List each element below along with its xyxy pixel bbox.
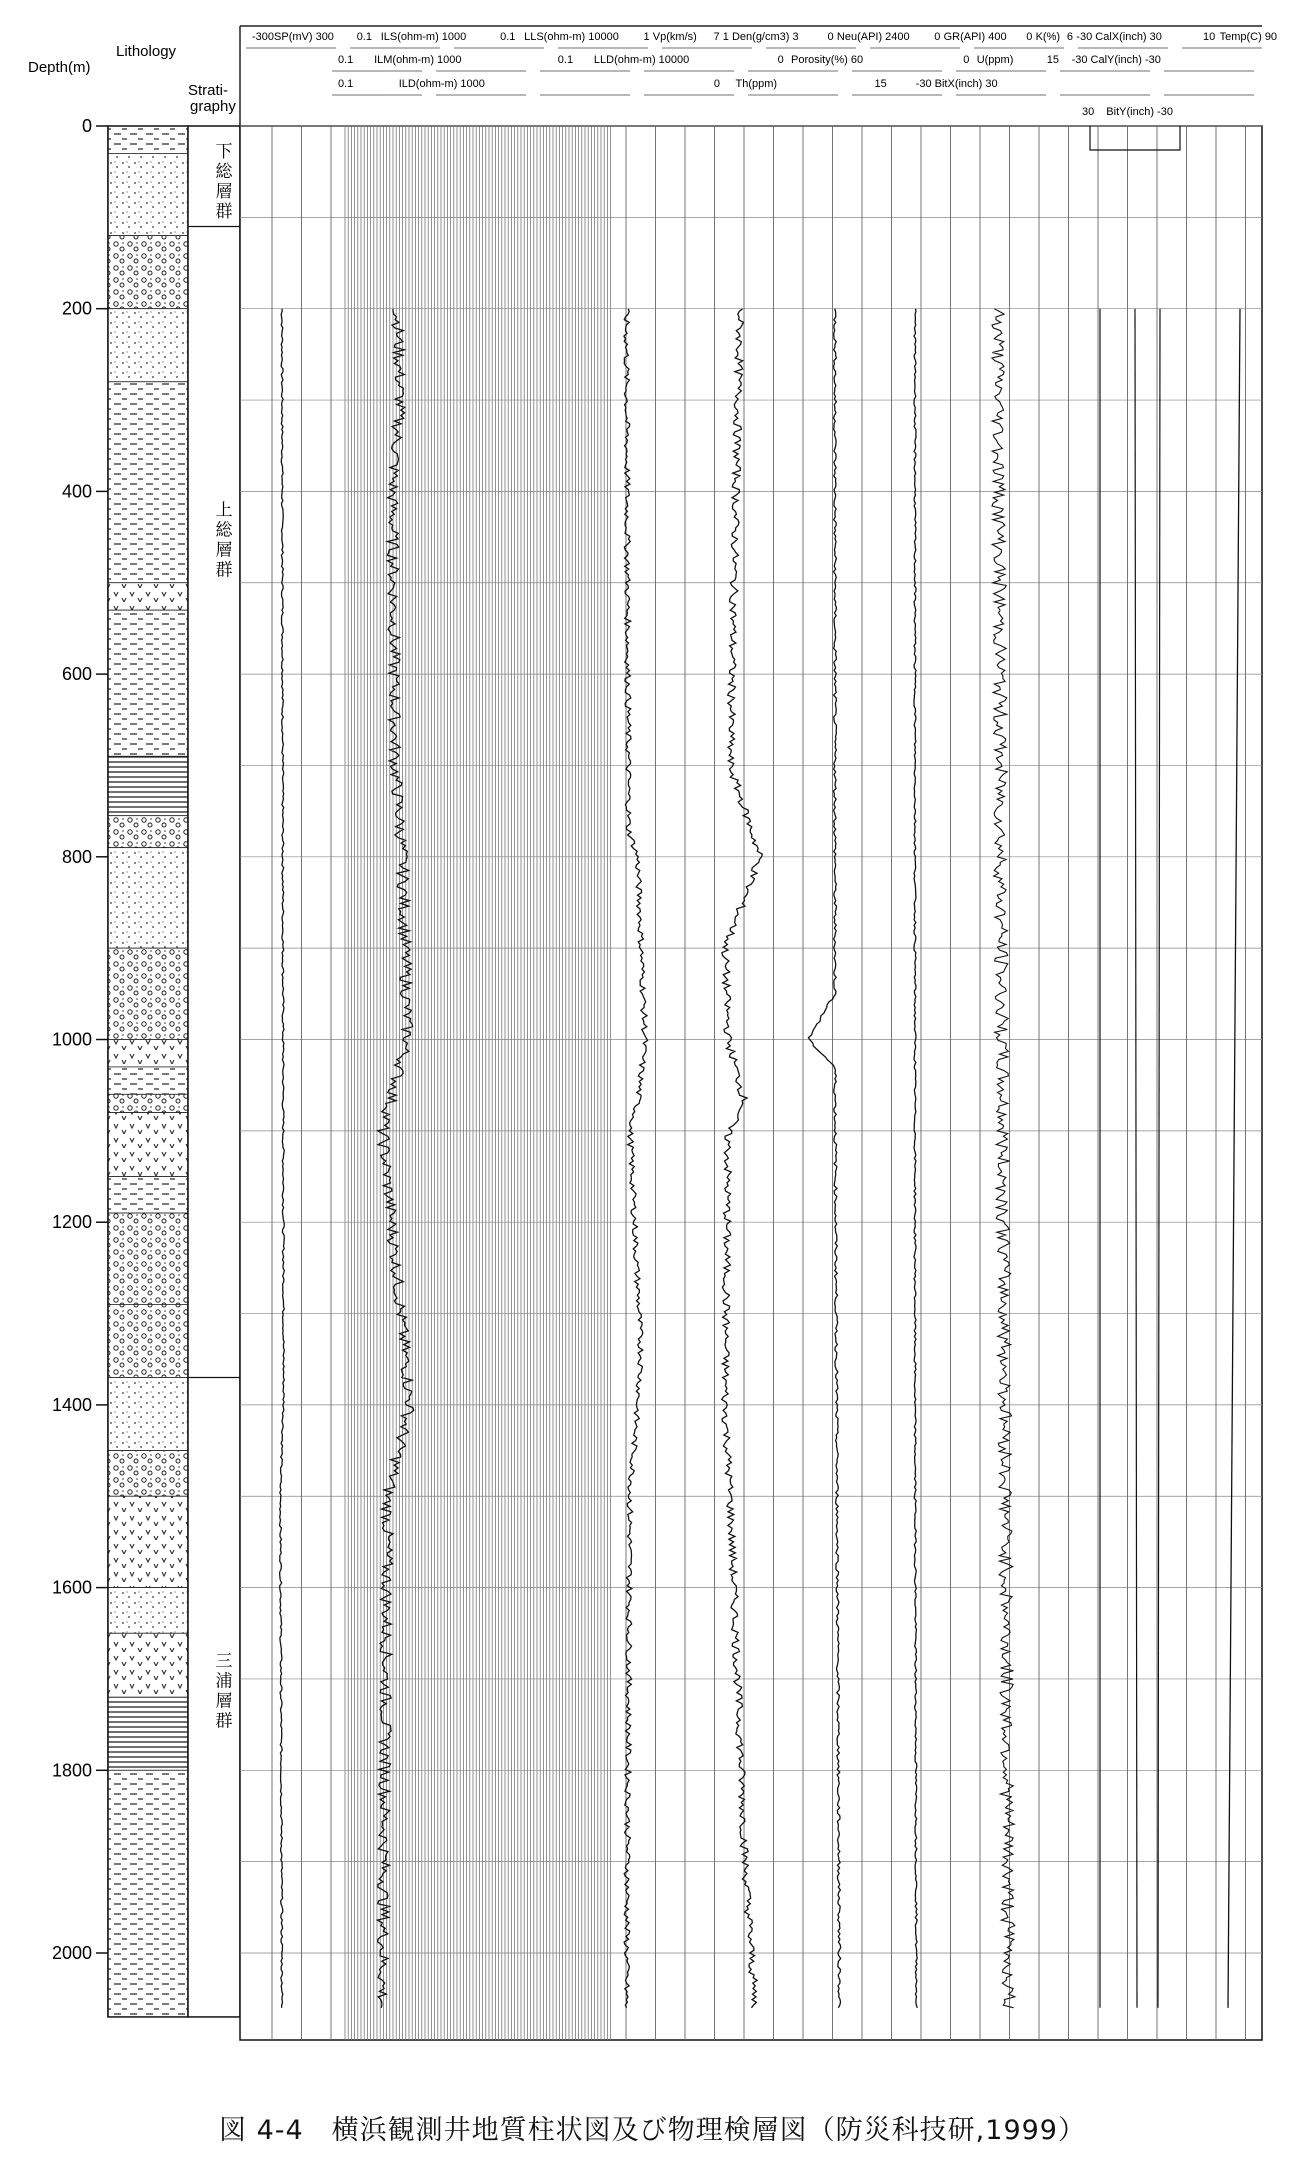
- lithology-interval-16: [108, 1213, 188, 1304]
- header-scale-3-1: BitY(inch) -30: [1106, 106, 1173, 118]
- depth-tick-label-200: 200: [61, 298, 92, 319]
- depth-tick-label-1400: 1400: [51, 1394, 92, 1415]
- figure-caption: 図 4-4 横浜観測井地質柱状図及び物理検層図（防災科技研,1999）: [219, 2115, 1086, 2146]
- lithology-interval-5: [108, 583, 188, 610]
- header-scale-0-8: 1 Den(g/cm3) 3: [722, 31, 799, 43]
- lithology-interval-20: [108, 1496, 188, 1587]
- header-scale-1-4: 0: [777, 54, 784, 66]
- lithology-interval-15: [108, 1177, 188, 1214]
- lithology-column: [108, 126, 188, 2017]
- lithology-interval-13: [108, 1094, 188, 1112]
- depth-axis-label: Depth(m): [28, 59, 91, 76]
- header-scale-1-6: 0: [963, 54, 970, 66]
- depth-tick-label-400: 400: [61, 481, 92, 502]
- header-scale-0-18: Temp(C) 90: [1219, 31, 1278, 43]
- header-scale-2-4: 15: [874, 78, 887, 90]
- lithology-interval-17: [108, 1304, 188, 1377]
- header-scale-1-9: -30 CalY(inch) -30: [1071, 54, 1161, 66]
- header-scale-2-2: 0: [713, 78, 721, 90]
- lithology-interval-22: [108, 1633, 188, 1697]
- header-scale-1-7: U(ppm): [976, 54, 1014, 66]
- stratigraphy-unit-0: 下総層群: [212, 142, 232, 222]
- stratigraphy-header-line1: Strati-: [188, 82, 229, 99]
- lithology-interval-2: [108, 236, 188, 309]
- header-scale-0-5: 1: [643, 31, 650, 43]
- depth-tick-label-2000: 2000: [51, 1943, 92, 1963]
- header-scale-1-3: LLD(ohm-m) 10000: [593, 54, 690, 66]
- header-scale-0-7: 7: [713, 31, 720, 43]
- depth-axis: [52, 116, 108, 2017]
- lithology-interval-18: [108, 1377, 188, 1450]
- header-scale-0-16: -30 CalX(inch) 30: [1076, 31, 1162, 43]
- stratigraphy-frame: [188, 126, 240, 2017]
- lithology-interval-24: [108, 1770, 188, 2017]
- header-scale-0-3: 0.1: [500, 31, 516, 43]
- lithology-interval-1: [108, 153, 188, 235]
- lithology-interval-8: [108, 816, 188, 848]
- header-scale-1-8: 15: [1046, 54, 1060, 66]
- depth-tick-label-600: 600: [61, 664, 92, 685]
- stratigraphy-column: [188, 126, 240, 2017]
- stratigraphy-header-line2: graphy: [190, 98, 236, 115]
- lithology-interval-14: [108, 1113, 188, 1177]
- lithology-interval-23: [108, 1697, 188, 1770]
- header-scale-0-11: 0: [934, 31, 941, 43]
- depth-tick-label-1200: 1200: [51, 1212, 92, 1233]
- lithology-header: Lithology: [116, 43, 177, 60]
- header-scale-3-0: 30: [1082, 106, 1095, 118]
- lithology-interval-9: [108, 848, 188, 948]
- depth-tick-label-1600: 1600: [51, 1577, 92, 1598]
- stratigraphy-unit-1: 上総層群: [212, 500, 232, 581]
- stratigraphy-unit-2: 三浦層群: [212, 1651, 232, 1732]
- header-scale-0-17: 10: [1203, 31, 1216, 43]
- lithology-interval-12: [108, 1067, 188, 1094]
- stratigraphy-header: [188, 82, 236, 115]
- header-scale-1-5: Porosity(%) 60: [791, 54, 864, 66]
- header-scale-2-0: 0.1: [338, 78, 354, 90]
- depth-tick-label-1800: 1800: [51, 1760, 92, 1781]
- lithology-interval-11: [108, 1040, 188, 1067]
- header-scale-0-14: K(%): [1035, 31, 1061, 43]
- header-scale-0-15: 6: [1066, 31, 1074, 43]
- header-scale-0-9: 0: [827, 31, 834, 43]
- depth-tick-label-0: 0: [81, 116, 92, 136]
- header-scale-2-5: -30 BitX(inch) 30: [915, 78, 998, 90]
- header-scale-1-0: 0.1: [338, 54, 354, 66]
- header-scale-0-4: LLS(ohm-m) 10000: [524, 31, 619, 43]
- header-scale-0-13: 0: [1026, 31, 1033, 43]
- header-scale-0-10: Neu(API) 2400: [836, 31, 910, 43]
- header-scale-2-3: Th(ppm): [735, 78, 778, 90]
- lithology-interval-7: [108, 756, 188, 815]
- lithology-interval-3: [108, 309, 188, 382]
- header-scale-0-1: 0.1: [356, 31, 372, 43]
- lithology-interval-6: [108, 610, 188, 756]
- log-header: [28, 26, 1277, 126]
- header-scale-2-1: ILD(ohm-m) 1000: [398, 78, 485, 90]
- lithology-interval-4: [108, 382, 188, 583]
- depth-tick-label-1000: 1000: [51, 1029, 92, 1050]
- lithology-interval-19: [108, 1451, 188, 1497]
- lithology-interval-10: [108, 948, 188, 1039]
- header-scale-0-6: Vp(km/s): [652, 31, 697, 43]
- header-scale-labels: [246, 31, 1277, 118]
- lithology-interval-0: [108, 126, 188, 153]
- header-scale-1-2: 0.1: [557, 54, 574, 66]
- header-scale-0-0: -300SP(mV) 300: [252, 31, 334, 43]
- header-scale-0-12: GR(API) 400: [943, 31, 1007, 43]
- depth-tick-label-800: 800: [61, 846, 92, 867]
- header-scale-1-1: ILM(ohm-m) 1000: [374, 54, 462, 66]
- lithology-interval-21: [108, 1588, 188, 1634]
- header-scale-0-2: ILS(ohm-m) 1000: [380, 31, 467, 43]
